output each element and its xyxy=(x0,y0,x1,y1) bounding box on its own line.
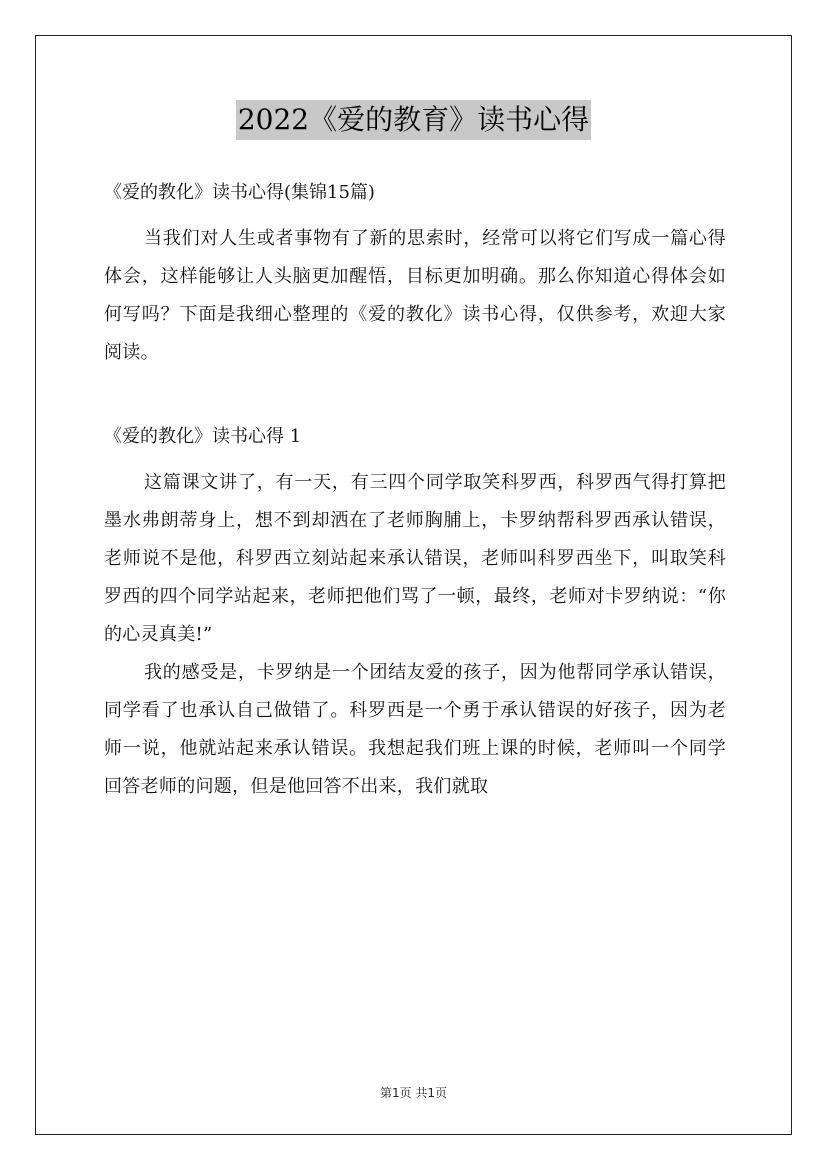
page-footer: 第1页 共1页 xyxy=(379,1086,448,1100)
document-body xyxy=(104,176,726,806)
body-paragraph-1: 这篇课文讲了，有一天，有三四个同学取笑科罗西，科罗西气得打算把墨水弗朗蒂身上，想不到却洒在了老师胸脯上，卡罗纳帮科罗西承认错误，老师说不是他，科罗西立刻站起来承认错误，老师叫科罗西坐下，叫取笑科罗西的四个同学站起来，老师把他们骂了一顿，最终，老师对卡罗纳说：“你的心灵真美!” xyxy=(104,472,726,645)
intro-paragraph: 当我们对人生或者事物有了新的思索时，经常可以将它们写成一篇心得体会，这样能够让人头脑更加醒悟，目标更加明确。那么你知道心得体会如何写吗？下面是我细心整理的《爱的教化》读书心得，仅供参考，欢迎大家阅读。 xyxy=(104,228,726,363)
section-heading: 《爱的教化》读书心得(集锦15篇) xyxy=(104,182,375,203)
document-title: 2022《爱的教育》读书心得 xyxy=(236,100,591,140)
body-paragraph-2: 我的感受是，卡罗纳是一个团结友爱的孩子，因为他帮同学承认错误，同学看了也承认自己做错了。科罗西是一个勇于承认错误的好孩子，因为老师一说，他就站起来承认错误。我想起我们班上课的时候，老师叫一个同学回答老师的问题，但是他回答不出来，我们就取 xyxy=(104,662,726,797)
title-container xyxy=(0,100,827,140)
article-heading: 《爱的教化》读书心得 1 xyxy=(104,426,302,447)
